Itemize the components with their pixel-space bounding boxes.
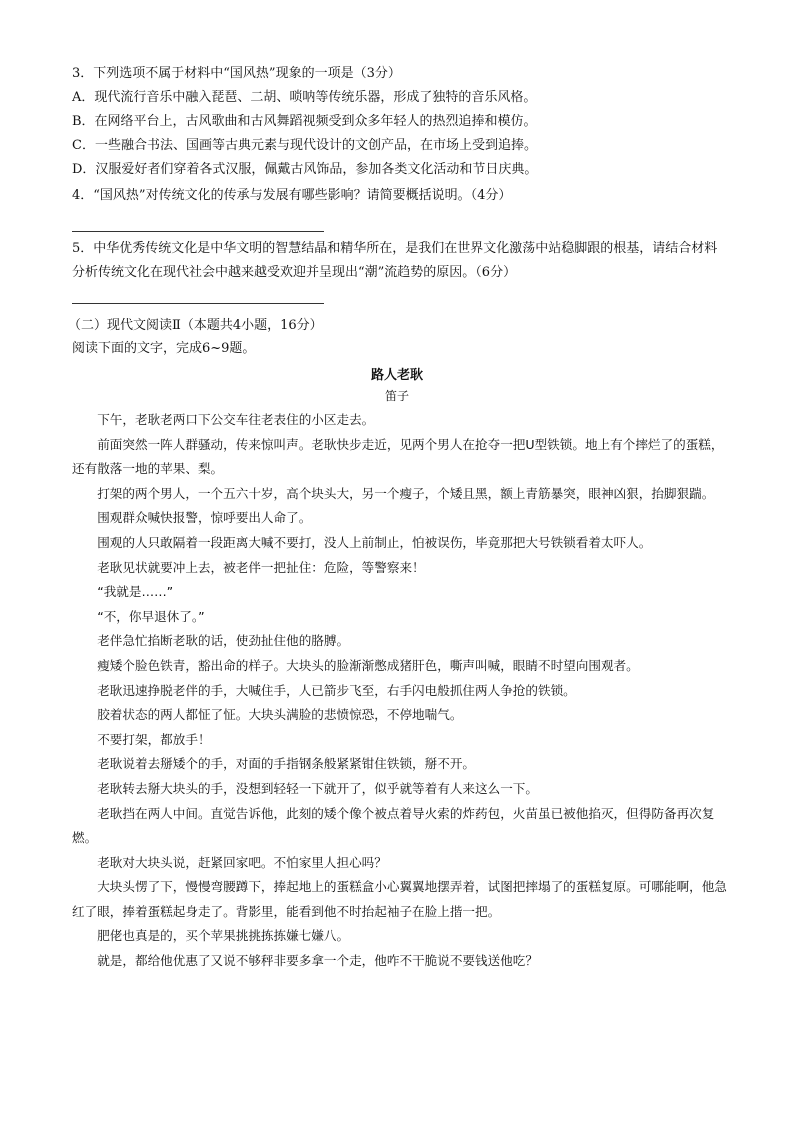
story-paragraph: 大块头愣了下，慢慢弯腰蹲下，捧起地上的蛋糕盒小心翼翼地摆弄着，试图把摔塌了的蛋糕复原。可哪能啊，他急红了眼，捧着蛋糕起身走了。背影里，能看到他不时抬起袖子在脸上揩一把。 <box>72 879 727 919</box>
story-title: 路人老耿 <box>370 368 423 383</box>
story-paragraph: 就是，都给他优惠了又说不够秤非要多拿一个走，他咋不干脆说不要钱送他吃？ <box>97 953 538 969</box>
question-3-option-b: B．在网络平台上，古风歌曲和古风舞蹈视频受到众多年轻人的热烈追捧和模仿。 <box>72 114 537 129</box>
story-paragraph: 老耿迅速挣脱老伴的手，大喊住手，人已箭步飞至，右手闪电般抓住两人争抢的铁锁。 <box>97 682 576 698</box>
story-paragraph: 老耿对大块头说，赶紧回家吧。不怕家里人担心吗？ <box>97 854 387 870</box>
question-3-option-d: D．汉服爱好者们穿着各式汉服，佩戴古风饰品，参加各类文化活动和节日庆典。 <box>72 162 538 177</box>
story-author: 笛子 <box>384 389 409 403</box>
section-instruction: 阅读下面的文字，完成6~9题。 <box>72 341 256 356</box>
story-paragraph: 围观的人只敢隔着一段距离大喊不要打，没人上前制止，怕被误伤，毕竟那把大号铁锁看着太吓人。 <box>97 534 652 550</box>
question-4: 4．“国风热”对传统文化的传承与发展有哪些影响？请简要概括说明。（4分） <box>72 188 512 203</box>
question-5: 5．中华优秀传统文化是中华文明的智慧结晶和精华所在，是我们在世界文化激荡中站稳脚跟的根基，请结合材料分析传统文化在现代社会中越来越受欢迎并呈现出“潮”流趋势的原因。（6分） <box>72 241 718 280</box>
story-paragraph: 肥佬也真是的，买个苹果挑挑拣拣嫌七嫌八。 <box>97 928 350 944</box>
story-paragraph: 瘦矮个脸色铁青，豁出命的样子。大块头的脸渐渐憋成猪肝色，嘶声叫喊，眼睛不时望向围观者。 <box>97 657 639 673</box>
story-paragraph: 老伴急忙掐断老耿的话，使劲扯住他的胳膊。 <box>97 633 350 649</box>
story-paragraph: 老耿说着去掰矮个的手，对面的手指钢条般紧紧钳住铁锁，掰不开。 <box>97 756 475 772</box>
story-paragraph: 老耿转去掰大块头的手，没想到轻轻一下就开了，似乎就等着有人来这么一下。 <box>97 780 538 796</box>
story-paragraph: 下午，老耿老两口下公交车往老表住的小区走去。 <box>97 412 375 427</box>
question-3-option-c: C．一些融合书法、国画等古典元素与现代设计的文创产品，在市场上受到追捧。 <box>72 138 537 153</box>
question-3-stem: 3．下列选项不属于材料中“国风热”现象的一项是（3分） <box>72 66 401 81</box>
story-paragraph: 不要打架，都放手！ <box>97 731 211 747</box>
story-paragraph: 打架的两个男人，一个五六十岁，高个块头大，另一个瘦子，个矮且黑，额上青筋暴突，眼神凶狠，抬脚狠踹。 <box>97 485 715 501</box>
question-3-option-a: A．现代流行音乐中融入琵琶、二胡、唢呐等传统乐器，形成了独特的音乐风格。 <box>72 90 537 105</box>
story-body <box>72 408 727 974</box>
answer-line-q5 <box>72 303 324 304</box>
story-paragraph: “不，你早退休了。” <box>97 608 205 624</box>
story-paragraph: 老耿挡在两人中间。直觉告诉他，此刻的矮个像个被点着导火索的炸药包，火苗虽已被他掐灭，但得防备再次复燃。 <box>72 805 715 846</box>
section-heading: （二）现代文阅读Ⅱ（本题共4小题，16分） <box>68 318 323 333</box>
answer-line-q4 <box>72 231 324 232</box>
story-paragraph: 围观群众喊快报警，惊呼要出人命了。 <box>97 510 312 526</box>
story-paragraph: “我就是……” <box>97 584 174 600</box>
story-paragraph: 前面突然一阵人群骚动，传来惊叫声。老耿快步走近，见两个男人在抢夺一把U型铁锁。地上有个摔烂了的蛋糕，还有散落一地的苹果、梨。 <box>72 436 724 477</box>
story-paragraph: 老耿见状就要冲上去，被老伴一把扯住：危险，等警察来！ <box>97 559 425 575</box>
story-paragraph: 胶着状态的两人都怔了怔。大块头满脸的悲愤惊恐，不停地喘气。 <box>97 707 463 723</box>
